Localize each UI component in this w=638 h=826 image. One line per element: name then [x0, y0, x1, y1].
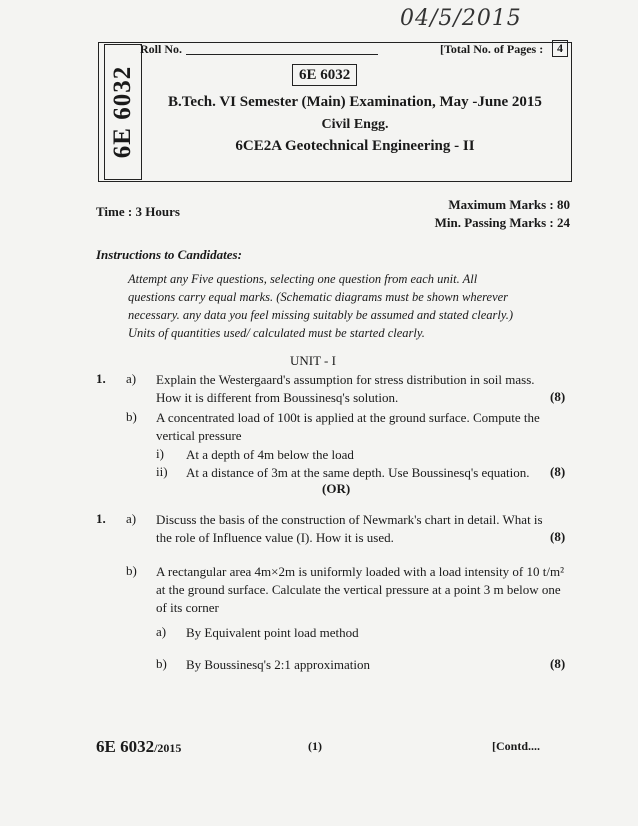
question-1alt-b-b-text: By Boussinesq's 2:1 approximation [186, 657, 370, 672]
question-1alt-b-a-text: By Equivalent point load method [186, 625, 359, 640]
question-line: A rectangular area 4m×2m is uniformly loaded with a load intensity of 10 t/m² [156, 564, 564, 579]
paper-code: 6E 6032 [292, 64, 357, 86]
part-label: a) [126, 511, 137, 526]
instruction-line: Attempt any Five questions, selecting one question from each unit. All [128, 272, 478, 286]
marks-label: (8) [550, 529, 566, 544]
question-1b-i-text: At a depth of 4m below the load [186, 447, 354, 462]
sub-part-label: b) [156, 656, 167, 671]
question-number: 1. [96, 371, 106, 386]
question-number: 1. [96, 511, 106, 526]
instructions-text [128, 270, 574, 342]
instructions-heading: Instructions to Candidates: [96, 247, 242, 262]
or-separator: (OR) [322, 481, 351, 496]
question-1b-ii-text: At a distance of 3m at the same depth. Use Boussinesq's equation. [186, 465, 530, 480]
question-line: at the ground surface. Calculate the vertical pressure at a point 3 m below one [156, 582, 561, 597]
sub-part-label: ii) [156, 464, 168, 479]
min-passing-marks: Min. Passing Marks : 24 [434, 215, 570, 230]
marks-label: (8) [550, 656, 566, 671]
side-paper-code-text: 6E 6032 [109, 65, 136, 159]
handwritten-date: 04/5/2015 [400, 6, 522, 31]
part-label: a) [126, 371, 137, 386]
maximum-marks: Maximum Marks : 80 [448, 197, 570, 212]
roll-no-label: Roll No. [140, 42, 182, 56]
question-line: Discuss the basis of the construction of Newmark's chart in detail. What is [156, 512, 543, 527]
footer-year: /2015 [154, 741, 182, 755]
question-line: Explain the Westergaard's assumption for stress distribution in soil mass. [156, 372, 535, 387]
subject-title: 6CE2A Geotechnical Engineering - II [235, 138, 475, 154]
instruction-line: Units of quantities used/ calculated must be started clearly. [128, 326, 425, 340]
question-line: vertical pressure [156, 428, 242, 443]
footer-code-text: 6E 6032 [96, 737, 155, 756]
total-pages-label: [Total No. of Pages : [440, 42, 544, 56]
instruction-line: questions carry equal marks. (Schematic diagrams must be shown wherever [128, 290, 509, 304]
question-1alt-a-text [156, 511, 576, 547]
instruction-line: necessary. any data you feel missing suitably be assumed and stated clearly.) [128, 308, 514, 322]
roll-no-line [186, 54, 378, 55]
question-line: of its corner [156, 600, 219, 615]
footer-paper-code [96, 737, 181, 757]
total-pages-value: 4 [552, 40, 568, 57]
question-line: How it is different from Boussinesq's solution. [156, 390, 399, 405]
part-label: b) [126, 409, 137, 424]
marks-block [380, 196, 570, 232]
header-box [98, 42, 572, 182]
side-paper-code [104, 44, 142, 180]
exam-title: B.Tech. VI Semester (Main) Examination, May -June 2015 [168, 94, 542, 110]
unit-heading: UNIT - I [290, 353, 336, 368]
question-1a-text [156, 371, 576, 407]
question-line: A concentrated load of 100t is applied at the ground surface. Compute the [156, 410, 540, 425]
part-label: b) [126, 563, 137, 578]
sub-part-label: a) [156, 624, 167, 639]
question-1b-text [156, 409, 576, 445]
time-allowed: Time : 3 Hours [96, 204, 180, 219]
page-number: (1) [308, 739, 322, 753]
sub-part-label: i) [156, 446, 164, 461]
marks-label: (8) [550, 389, 566, 404]
branch-name: Civil Engg. [321, 117, 389, 132]
continued-label: [Contd.... [492, 739, 541, 753]
marks-label: (8) [550, 464, 566, 479]
question-line: the role of Influence value (I). How it is used. [156, 530, 394, 545]
question-1alt-b-text [156, 563, 576, 617]
